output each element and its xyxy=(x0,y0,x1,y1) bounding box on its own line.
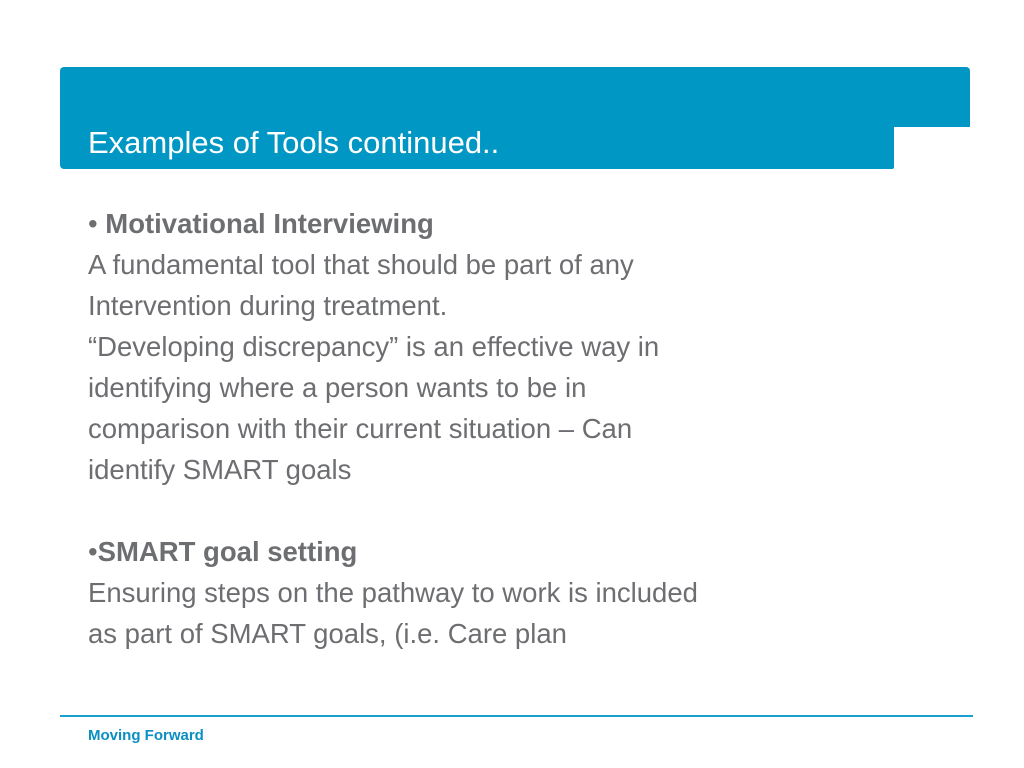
body-line: A fundamental tool that should be part of any xyxy=(88,249,634,280)
heading-text: Motivational Interviewing xyxy=(105,208,434,239)
banner-notch xyxy=(894,127,970,169)
slide-title: Examples of Tools continued.. xyxy=(88,125,500,160)
heading-text: SMART goal setting xyxy=(97,536,358,567)
body-line: identifying where a person wants to be in xyxy=(88,372,587,403)
paragraph-spacer xyxy=(88,490,888,531)
bullet-marker: • xyxy=(88,208,106,239)
section-heading-motivational-interviewing xyxy=(88,203,888,244)
section-heading-smart-goal-setting xyxy=(88,531,888,572)
body-line: Ensuring steps on the pathway to work is included xyxy=(88,577,698,608)
footer-label: Moving Forward xyxy=(88,727,204,744)
bullet-marker: • xyxy=(88,536,98,567)
body-line: Intervention during treatment. xyxy=(88,290,448,321)
slide-body xyxy=(88,203,888,654)
body-line: as part of SMART goals, (i.e. Care plan xyxy=(88,618,567,649)
banner-band-top xyxy=(60,67,970,127)
body-line: comparison with their current situation – Can xyxy=(88,413,633,444)
body-line: identify SMART goals xyxy=(88,454,352,485)
body-line: “Developing discrepancy” is an effective way in xyxy=(88,331,660,362)
footer-divider xyxy=(60,715,973,717)
